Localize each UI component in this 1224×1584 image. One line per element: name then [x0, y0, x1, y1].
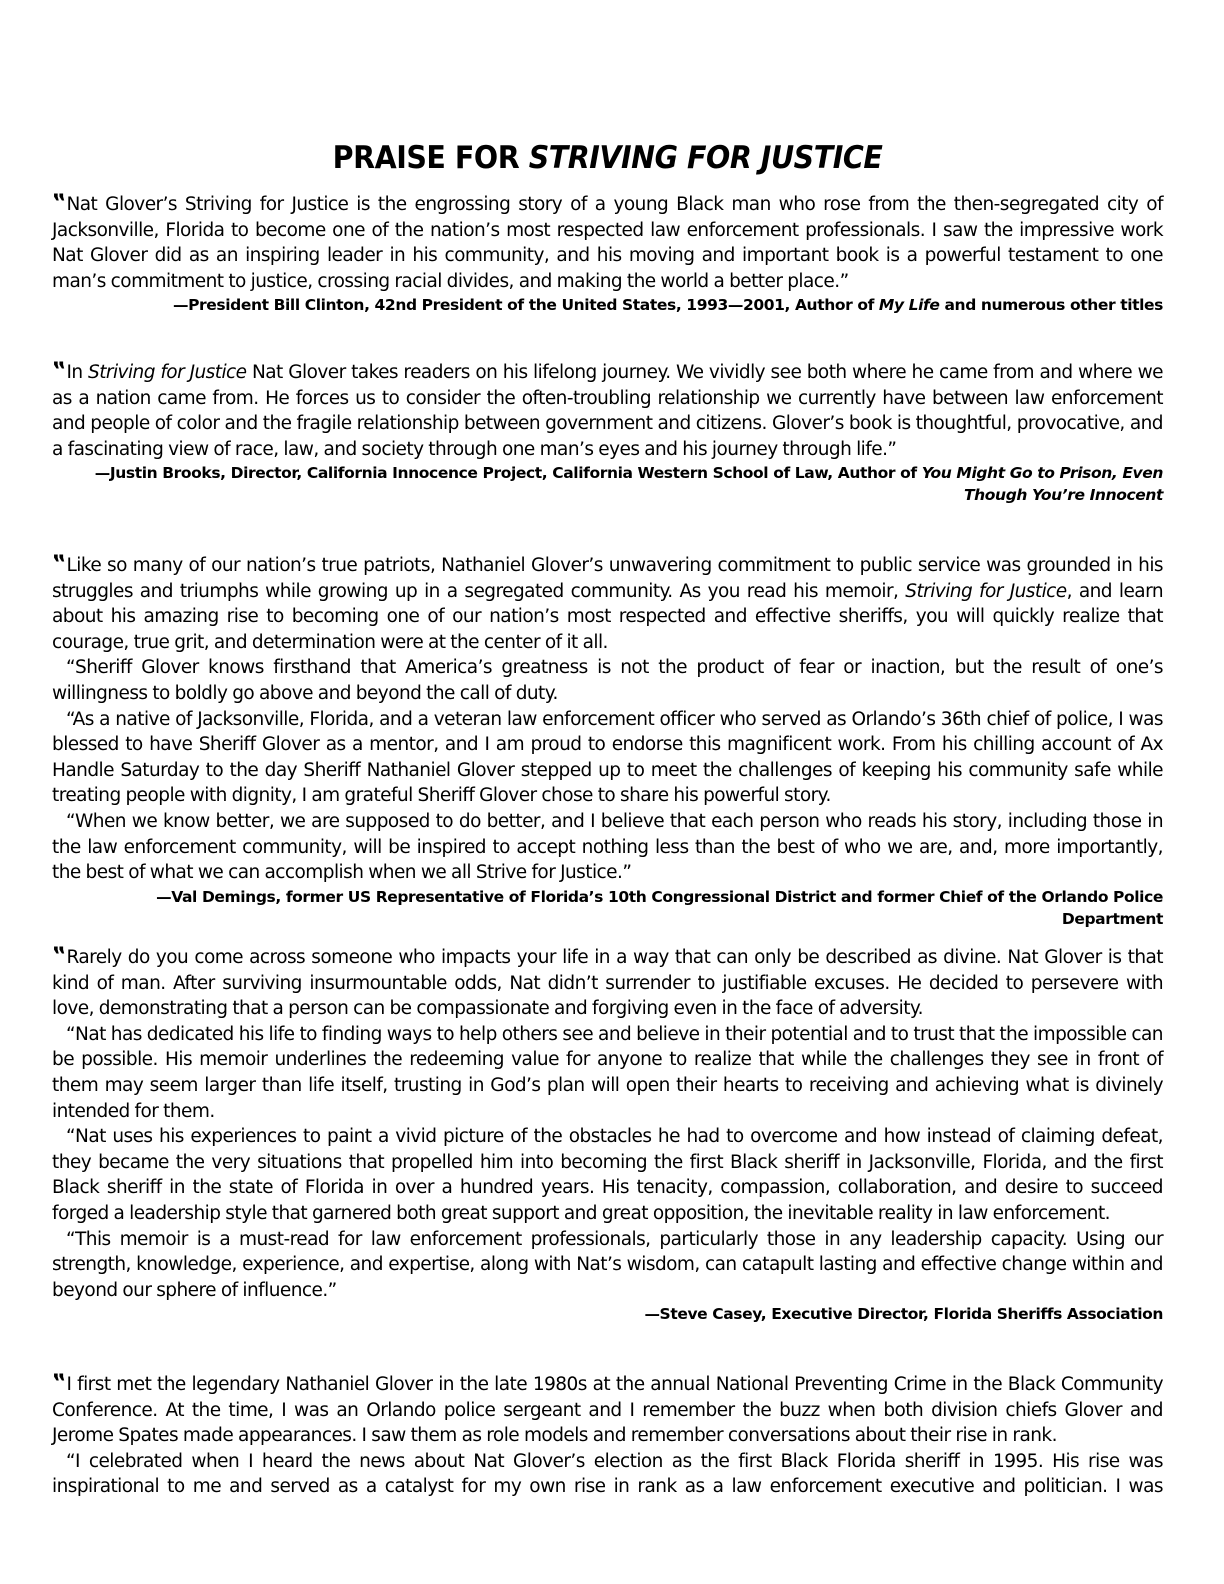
- testimonial-attribution: —Justin Brooks, Director, California Innocence Project, California Western School of Law, Author of You Might Go to Prison, Even Though You’re Innocent: [94, 464, 1163, 505]
- testimonial-paragraph: “I celebrated when I heard the news about Nat Glover’s election as the first Black Florida sheriff in 1995. His rise was inspirational to me and served as a catalyst for my own rise in rank as a law enforcement executive and politician. I was: [52, 1450, 1163, 1498]
- testimonial-paragraph: “Nat has dedicated his life to finding ways to help others see and believe in their potential and to trust that the impossible can be possible. His memoir underlines the redeeming value for anyone to realize that while the challenges they see in front of them may seem larger than life itself, trusting in God’s plan will open their hearts to receiving and achieving what is divinely intended for them.: [52, 1023, 1163, 1122]
- testimonial-paragraph: “Nat uses his experiences to paint a vivid picture of the obstacles he had to overcome and how instead of claiming defeat, they became the very situations that propelled him into becoming the first Black sheriff in Jacksonville, Florida, and the first Black sheriff in the state of Florida in over a hundred years. His tenacity, compassion, collaboration, and desire to succeed forged a leadership style that garnered both great support and great opposition, the inevitable reality in law enforcement.: [52, 1126, 1163, 1224]
- open-quote-mark: ‟: [52, 944, 65, 969]
- testimonial-continued: [52, 1371, 1163, 1500]
- page-title: [96, 138, 1118, 178]
- open-quote-mark: ‟: [52, 191, 65, 216]
- testimonial-clinton: [52, 191, 1163, 316]
- testimonial-attribution: —President Bill Clinton, 42nd President of the United States, 1993—2001, Author of My Life and numerous other titles: [172, 296, 1163, 315]
- title-prefix: PRAISE FOR: [332, 139, 529, 176]
- testimonial-paragraph: ‟ Rarely do you come across someone who impacts your life in a way that can only be described as divine. Nat Glover is that kind of man. After surviving insurmountable odds, Nat didn’t surrender to justifiable excuses. He decided to persevere with love, demonstrating that a person can be compassionate and forgiving even in the face of adversity.: [52, 944, 1163, 1020]
- testimonial-paragraph: “When we know better, we are supposed to do better, and I believe that each person who reads his story, including those in the law enforcement community, will be inspired to accept nothing less than the best of who we are, and, more importantly, the best of what we can accomplish when we all Strive for Justice.”: [52, 810, 1163, 884]
- testimonial-attribution: —Val Demings, former US Representative of Florida’s 10th Congressional District and former Chief of the Orlando Police Department: [156, 887, 1163, 928]
- title-book-name: STRIVING FOR JUSTICE: [528, 139, 883, 176]
- testimonial-paragraph: “Sheriff Glover knows firsthand that America’s greatness is not the product of fear or inaction, but the result of one’s willingness to boldly go above and beyond the call of duty.: [52, 657, 1163, 704]
- open-quote-mark: ‟: [52, 359, 65, 384]
- testimonial-paragraph: “As a native of Jacksonville, Florida, and a veteran law enforcement officer who served as Orlando’s 36th chief of police, I was blessed to have Sheriff Glover as a mentor, and I am proud to endorse this magnificent work. From his chilling account of Ax Handle Saturday to the day Sheriff Nathaniel Glover stepped up to meet the challenges of keeping his community safe while treating people with dignity, I am grateful Sheriff Glover chose to share his powerful story.: [52, 708, 1163, 807]
- testimonial-paragraph: ‟ In Striving for Justice Nat Glover takes readers on his lifelong journey. We vividly see both where he came from and where we as a nation came from. He forces us to consider the often-troubling relationship we currently have between law enforcement and people of color and the fragile relationship between government and citizens. Glover’s book is thoughtful, provocative, and a fascinating view of race, law, and society through one man’s eyes and his journey through life.”: [52, 359, 1163, 460]
- testimonial-attribution: —Steve Casey, Executive Director, Florida Sheriffs Association: [644, 1305, 1163, 1324]
- testimonial-paragraph: ‟ Nat Glover’s Striving for Justice is the engrossing story of a young Black man who rose from the then-segregated city of Jacksonville, Florida to become one of the nation’s most respected law enforcement professionals. I saw the impressive work Nat Glover did as an inspiring leader in his community, and his moving and important book is a powerful testament to one man’s commitment to justice, crossing racial divides, and making the world a better place.”: [52, 191, 1163, 292]
- testimonial-demings: [52, 552, 1163, 930]
- testimonial-paragraph: ‟ Like so many of our nation’s true patriots, Nathaniel Glover’s unwavering commitment to public service was grounded in his struggles and triumphs while growing up in a segregated community. As you read his memoir, Striving for Justice, and learn about his amazing rise to becoming one of our nation’s most respected and effective sheriffs, you will quickly realize that courage, true grit, and determination were at the center of it all.: [52, 552, 1163, 653]
- open-quote-mark: ‟: [52, 1371, 65, 1396]
- testimonial-brooks: [52, 359, 1163, 506]
- testimonial-paragraph: “This memoir is a must-read for law enforcement professionals, particularly those in any leadership capacity. Using our strength, knowledge, experience, and expertise, along with Nat’s wisdom, can catapult lasting and effective change within and beyond our sphere of influence.”: [52, 1228, 1163, 1301]
- testimonial-casey: [52, 944, 1163, 1325]
- testimonial-paragraph: ‟ I first met the legendary Nathaniel Glover in the late 1980s at the annual National Preventing Crime in the Black Community Conference. At the time, I was an Orlando police sergeant and I remember the buzz when both division chiefs Glover and Jerome Spates made appearances. I saw them as role models and remember conversations about their rise in rank.: [52, 1371, 1163, 1447]
- open-quote-mark: ‟: [52, 552, 65, 577]
